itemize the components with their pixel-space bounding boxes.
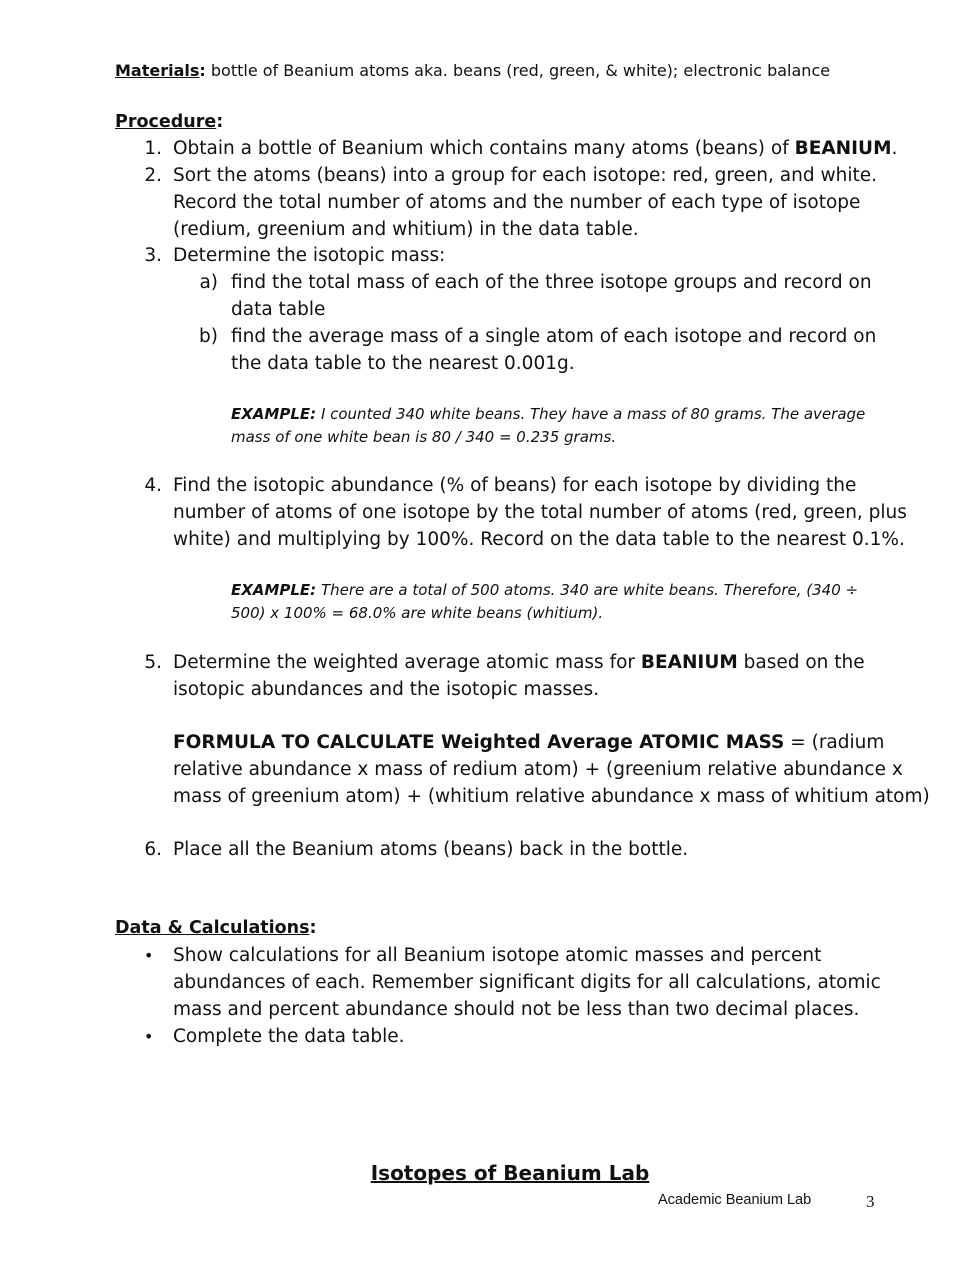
- step-1-text: Obtain a bottle of Beanium which contains many atoms (beans) of: [173, 138, 795, 159]
- substep-text-line: find the total mass of each of the three isotope groups and record on: [231, 272, 872, 293]
- step-text-line: (redium, greenium and whitium) in the data table.: [173, 219, 639, 240]
- step-text-line: Determine the isotopic mass:: [173, 245, 446, 266]
- section-title: Isotopes of Beanium Lab: [370, 1161, 650, 1185]
- example-label: EXAMPLE:: [231, 581, 317, 599]
- materials-text: bottle of Beanium atoms aka. beans (red, green, & white); electronic balance: [205, 61, 831, 80]
- example-line: 500) x 100% = 68.0% are white beans (whitium).: [231, 604, 604, 622]
- formula-line: relative abundance x mass of redium atom) + (greenium relative abundance x: [173, 759, 903, 780]
- step-number: 5.: [144, 652, 162, 673]
- formula-label: FORMULA TO CALCULATE Weighted Average ATOMIC MASS: [173, 732, 785, 753]
- example-text: I counted 340 white beans. They have a mass of 80 grams. The average: [320, 405, 866, 423]
- materials-label: Materials: [115, 61, 200, 80]
- step-text-line: [173, 649, 865, 676]
- formula-line: mass of greenium atom) + (whitium relative abundance x mass of whitium atom): [173, 786, 930, 807]
- step-text: [173, 135, 897, 162]
- step-number: 4.: [144, 475, 162, 496]
- step-number: 3.: [144, 245, 162, 266]
- step-text-line: Record the total number of atoms and the number of each type of isotope: [173, 192, 861, 213]
- substep-letter: b): [199, 326, 218, 347]
- bullet-text-line: abundances of each. Remember significant digits for all calculations, atomic: [173, 972, 881, 993]
- step-5-text: Determine the weighted average atomic mass for: [173, 652, 641, 673]
- step-text-line: Place all the Beanium atoms (beans) back in the bottle.: [173, 839, 689, 860]
- bullet-icon: •: [144, 1027, 154, 1046]
- step-1-period: .: [891, 138, 898, 159]
- step-text-line: white) and multiplying by 100%. Record on the data table to the nearest 0.1%.: [173, 529, 905, 550]
- substep-text-line: data table: [231, 299, 326, 320]
- procedure-colon: :: [216, 112, 224, 132]
- step-text-line: Find the isotopic abundance (% of beans) for each isotope by dividing the: [173, 475, 857, 496]
- step-number: 2.: [144, 165, 162, 186]
- data-calculations-heading: [115, 916, 317, 940]
- substep-letter: a): [199, 272, 218, 293]
- footer-label: Academic Beanium Lab: [658, 1192, 812, 1208]
- bullet-text-line: mass and percent abundance should not be less than two decimal places.: [173, 999, 860, 1020]
- bullet-icon: •: [144, 946, 154, 965]
- data-calculations-heading-text: Data & Calculations: [115, 918, 310, 938]
- beanium-bold: BEANIUM: [794, 138, 892, 159]
- procedure-heading-text: Procedure: [115, 112, 217, 132]
- page-number: 3: [866, 1192, 875, 1211]
- step-number: 6.: [144, 839, 162, 860]
- example-text: There are a total of 500 atoms. 340 are white beans. Therefore, (340 ÷: [320, 581, 859, 599]
- step-text-line: Sort the atoms (beans) into a group for each isotope: red, green, and white.: [173, 165, 877, 186]
- substep-text-line: find the average mass of a single atom of each isotope and record on: [231, 326, 877, 347]
- example-line: [231, 579, 858, 602]
- beanium-bold: BEANIUM: [640, 652, 738, 673]
- substep-text-line: the data table to the nearest 0.001g.: [231, 353, 575, 374]
- bullet-text-line: Complete the data table.: [173, 1026, 405, 1047]
- procedure-heading: [115, 110, 223, 134]
- step-5-text-tail: based on the: [737, 652, 865, 673]
- materials-line: [115, 60, 830, 82]
- step-number: 1.: [144, 138, 162, 159]
- materials-colon: :: [199, 61, 206, 80]
- formula-text: = (radium: [784, 732, 885, 753]
- example-line: mass of one white bean is 80 / 340 = 0.235 grams.: [231, 428, 617, 446]
- data-calculations-colon: :: [309, 918, 317, 938]
- example-label: EXAMPLE:: [231, 405, 317, 423]
- bullet-text-line: Show calculations for all Beanium isotope atomic masses and percent: [173, 945, 822, 966]
- step-text-line: isotopic abundances and the isotopic masses.: [173, 679, 600, 700]
- step-text-line: number of atoms of one isotope by the total number of atoms (red, green, plus: [173, 502, 907, 523]
- formula-line: [173, 729, 884, 756]
- example-line: [231, 403, 865, 426]
